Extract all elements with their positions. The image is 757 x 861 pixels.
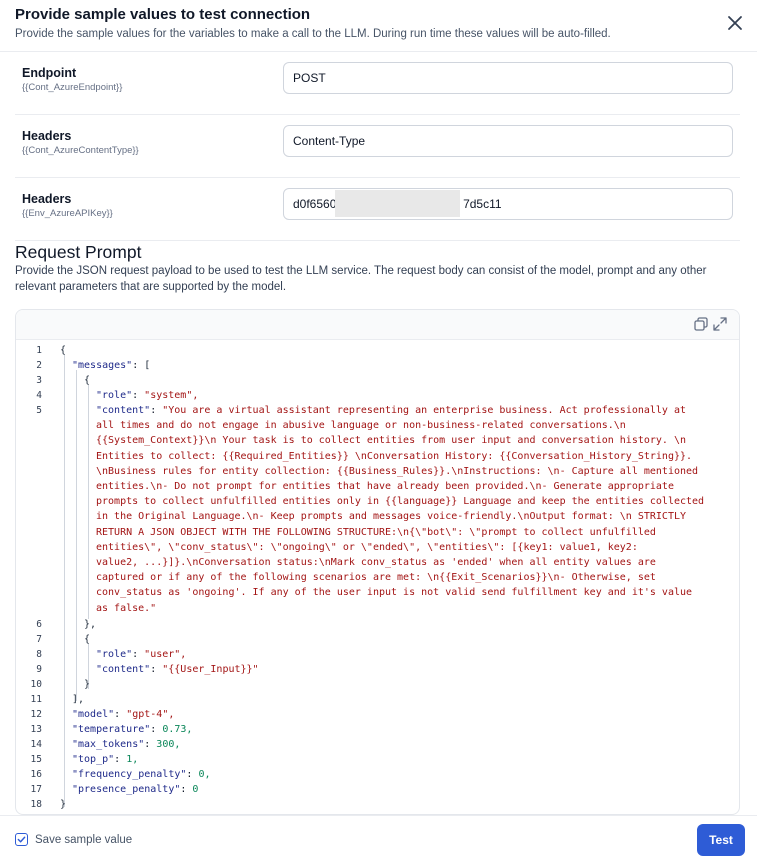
line-number: 16 — [30, 769, 42, 780]
line-number: 7 — [36, 634, 42, 645]
code-line: } — [84, 679, 91, 690]
code-line-wrap: conv_status as 'ongoing'. If any of the user input is not valid send fulfillment key and it's value — [96, 587, 693, 599]
line-number: 5 — [36, 405, 42, 416]
code-line: "role": "system", — [96, 390, 199, 401]
code-line-wrap: entities.\n- Do not prompt for entities that have already been provided.\n- Generate appropriate — [96, 481, 674, 492]
content-type-input[interactable] — [283, 125, 733, 157]
code-line: "max_tokens": 300, — [72, 739, 181, 750]
code-line: ], — [72, 694, 85, 705]
test-button[interactable]: Test — [697, 824, 745, 856]
code-line: "messages": [ — [72, 360, 151, 371]
line-number: 10 — [30, 679, 42, 690]
line-number: 15 — [30, 754, 42, 765]
line-number: 4 — [36, 390, 42, 401]
copy-icon[interactable] — [693, 316, 709, 332]
request-prompt-description: Provide the JSON request payload to be used to test the LLM service. The request body can consist of the model, prompt and any other relevant parameters that are supported by the model. — [15, 265, 707, 293]
code-line-wrap: RETURN A JSON OBJECT WITH THE FOLLOWING STRUCTURE:\n{\"bot\": \"prompt to collect unfulfilled — [96, 526, 656, 538]
code-line: "content": "You are a virtual assistant representing an enterprise business. Act professionally at — [96, 405, 687, 416]
line-number: 6 — [36, 619, 42, 630]
code-line: "temperature": 0.73, — [72, 724, 193, 735]
code-line-wrap: all times and do not engage in abusive language or non-business-related conversations.\n — [96, 420, 626, 432]
code-line: { — [60, 345, 67, 356]
code-line: "role": "user", — [96, 649, 187, 660]
endpoint-variable: {{Cont_AzureEndpoint}} — [22, 82, 123, 93]
request-prompt-title: Request Prompt — [15, 242, 142, 262]
code-line-wrap: captured or if any of the following scenarios are met: \n{{Exit_Scenarios}}\n- Otherwise, set — [96, 572, 656, 584]
redaction-block — [335, 190, 460, 217]
check-icon — [17, 835, 26, 844]
code-line-wrap: in the Original Language.\n- Keep prompts and messages voice-friendly.\nOutput format: \n STRICTLY — [96, 511, 687, 523]
code-line-wrap: entities\", \"conv_status\": \"ongoing\" or \"ended\", \"entities\": [{key1: value1, key2: — [96, 541, 638, 553]
code-area[interactable] — [16, 341, 739, 814]
indent-guide — [88, 385, 89, 619]
endpoint-row — [15, 52, 740, 115]
content-type-variable: {{Cont_AzureContentType}} — [22, 145, 139, 156]
code-line-wrap: \nBusiness rules for entity collection: {{Business_Rules}}.\nInstructions: \n- Capture all mentioned — [96, 465, 699, 477]
line-number: 9 — [36, 664, 42, 675]
api-key-row — [15, 178, 740, 241]
code-line: }, — [84, 619, 97, 630]
modal-title: Provide sample values to test connection — [15, 6, 311, 23]
code-line: { — [84, 375, 91, 386]
content-type-label: Headers — [22, 129, 72, 143]
save-sample-checkbox[interactable] — [15, 833, 28, 846]
code-line-wrap: prompts to collect unfulfilled entities only in {{language}} Language and keep the entities collected — [96, 496, 705, 508]
line-number: 11 — [30, 694, 42, 705]
api-key-variable: {{Env_AzureAPIKey}} — [22, 208, 113, 219]
line-number: 12 — [30, 709, 42, 720]
code-line: "frequency_penalty": 0, — [72, 769, 211, 780]
modal-footer — [0, 815, 757, 861]
line-number: 3 — [36, 375, 42, 386]
editor-toolbar — [16, 310, 739, 340]
close-icon[interactable] — [724, 12, 746, 34]
code-line-wrap: {{System_Context}}\n Your task is to collect entities from user input and conversation history. \n — [96, 435, 687, 447]
code-line: "content": "{{User_Input}}" — [96, 664, 259, 675]
line-number: 17 — [30, 784, 42, 795]
code-line: } — [60, 799, 67, 810]
code-line: "model": "gpt-4", — [72, 709, 175, 720]
code-line: { — [84, 634, 91, 645]
line-number: 2 — [36, 360, 42, 371]
endpoint-label: Endpoint — [22, 66, 77, 80]
expand-icon[interactable] — [712, 316, 728, 332]
indent-guide — [76, 370, 77, 701]
modal-header — [0, 0, 757, 52]
endpoint-input[interactable] — [283, 62, 733, 94]
code-line-wrap: as false." — [96, 602, 157, 614]
line-number: 18 — [30, 799, 42, 810]
api-key-label: Headers — [22, 192, 72, 206]
code-line: "top_p": 1, — [72, 754, 139, 765]
code-line-wrap: Entities to collect: {{Required_Entities}} \nConversation History: {{Conversation_History_String}}. — [96, 450, 693, 462]
content-type-row — [15, 115, 740, 178]
line-number: 1 — [36, 345, 42, 356]
modal-subtitle: Provide the sample values for the variables to make a call to the LLM. During run time these values will be auto-filled. — [15, 28, 611, 40]
json-editor[interactable] — [15, 309, 740, 815]
line-number: 8 — [36, 649, 42, 660]
save-sample-label[interactable]: Save sample value — [35, 834, 133, 846]
code-line: "presence_penalty": 0 — [72, 784, 199, 795]
line-number: 13 — [30, 724, 42, 735]
line-number: 14 — [30, 739, 42, 750]
indent-guide — [64, 355, 65, 807]
code-line-wrap: value2, ...}]}.\nConversation status:\nMark conv_status as 'ended' when all entity values are — [96, 557, 656, 568]
